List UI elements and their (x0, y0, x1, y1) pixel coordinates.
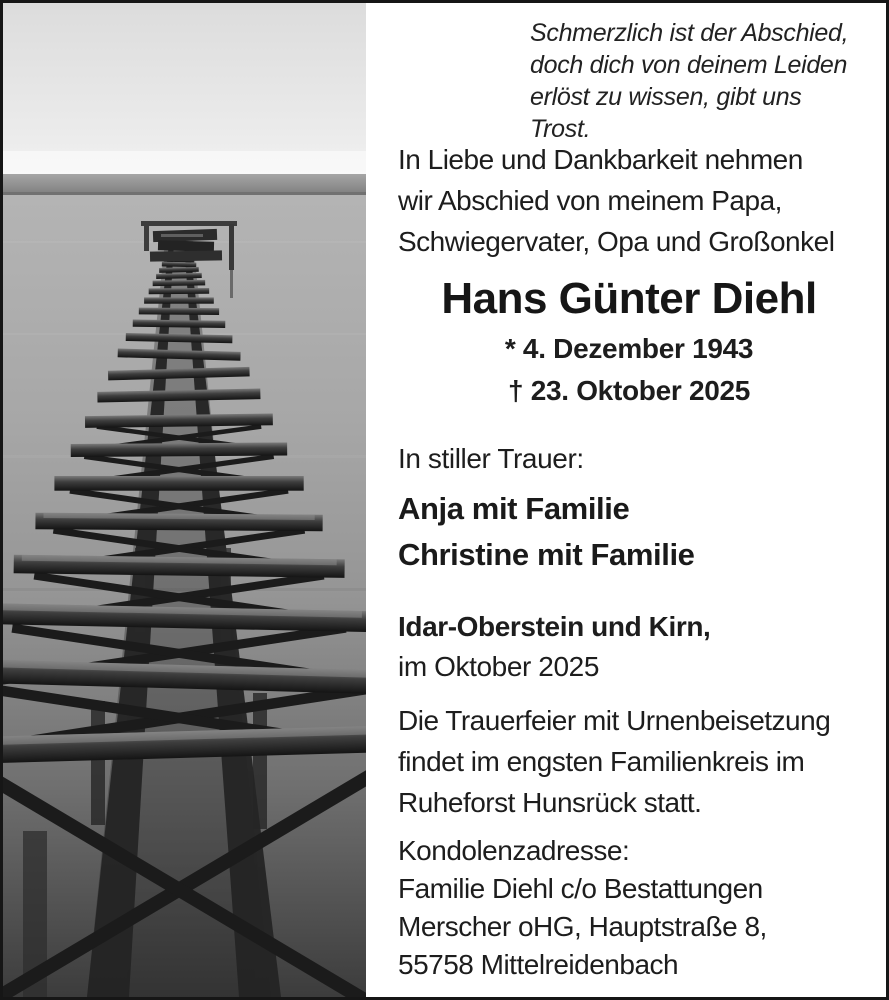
funeral-info-line: findet im engsten Familienkreis im (398, 746, 805, 777)
jetty-photo (3, 3, 366, 997)
intro-paragraph (398, 139, 860, 262)
intro-line: Schwiegervater, Opa und Großonkel (398, 226, 835, 257)
mourners-list (398, 486, 860, 578)
mourner-name: Christine mit Familie (398, 537, 695, 572)
condolence-label: Kondolenzadresse: (398, 835, 630, 866)
funeral-info-line: Ruheforst Hunsrück statt. (398, 787, 702, 818)
epigraph-line: Schmerzlich ist der Abschied, (530, 19, 849, 47)
epigraph-line: doch dich von deinem Leiden (530, 51, 848, 79)
condolence-address-line: Familie Diehl c/o Bestattungen (398, 873, 763, 904)
deceased-name: Hans Günter Diehl (441, 274, 817, 323)
date-line: im Oktober 2025 (398, 651, 599, 682)
condolence-address-line: Merscher oHG, Hauptstraße 8, (398, 911, 767, 942)
place-date-block (398, 607, 860, 687)
birth-date-line: * 4. Dezember 1943 (504, 333, 754, 364)
life-dates (398, 328, 860, 412)
notice-text-column (398, 3, 860, 997)
condolence-block (398, 832, 860, 984)
mourner-name: Anja mit Familie (398, 491, 630, 526)
funeral-info-paragraph (398, 700, 860, 823)
place-line: Idar-Oberstein und Kirn, (398, 611, 711, 642)
condolence-address-line: 55758 Mittelreidenbach (398, 949, 679, 980)
mourning-label: In stiller Trauer: (398, 443, 584, 474)
funeral-info-line: Die Trauerfeier mit Urnenbeisetzung (398, 705, 831, 736)
intro-line: In Liebe und Dankbarkeit nehmen (398, 144, 803, 175)
death-date-line: † 23. Oktober 2025 (507, 375, 751, 406)
epigraph-block (530, 17, 860, 145)
intro-line: wir Abschied von meinem Papa, (398, 185, 782, 216)
epigraph-line: erlöst zu wissen, gibt uns Trost. (530, 83, 802, 143)
jetty-pier-svg (3, 3, 366, 997)
deceased-block (398, 273, 860, 412)
photo-distant-shore (3, 174, 366, 195)
